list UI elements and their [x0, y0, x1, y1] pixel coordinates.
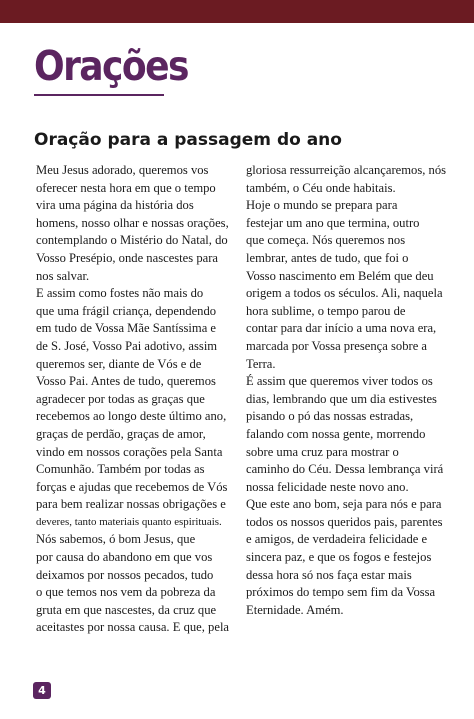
text-line: próximos do tempo sem fim da Vossa — [246, 585, 436, 600]
text-line: sobre uma cruz para mostrar o — [246, 444, 399, 459]
text-line: Eternidade. Amém. — [246, 602, 344, 617]
text-line: sincera paz, e que os fogos e festejos — [246, 550, 432, 565]
text-line: Comunhão. Também por todas as — [36, 462, 205, 477]
text-line: deixamos por nossos pecados, tudo — [36, 567, 214, 582]
text-line: homens, nosso olhar e nossas orações, — [36, 215, 229, 230]
text-line: pisando o pó das nossas estradas, — [246, 409, 414, 424]
text-line: e amigos, de verdadeira felicidade e — [246, 532, 428, 547]
text-line: Nós sabemos, ó bom Jesus, que — [36, 532, 196, 547]
text-line: dias, lembrando que um dia estivestes — [246, 391, 437, 406]
text-line: queremos ser, diante de Vós e de — [36, 356, 202, 371]
text-line: hora sublime, o tempo parou de — [246, 303, 406, 318]
text-line: o que temos nos vem da pobreza da — [36, 585, 216, 600]
text-line: marcada por Vossa presença sobre a — [246, 338, 428, 353]
text-line: E assim como fostes não mais do — [36, 286, 204, 301]
text-line: aceitastes por nossa causa. E que, pela — [36, 620, 230, 635]
page-title: Orações — [34, 42, 188, 90]
text-line: deveres, tanto materiais quanto espirituais. — [36, 515, 222, 528]
text-line: oferecer nesta hora em que o tempo — [36, 180, 216, 195]
text-line: Que este ano bom, seja para nós e para — [246, 497, 442, 512]
right-text-column — [246, 162, 452, 619]
text-line: forças e ajudas que recebemos de Vós — [36, 479, 228, 494]
text-line: gloriosa ressurreição alcançaremos, nós — [246, 163, 447, 177]
text-line: nossa felicidade neste novo ano. — [246, 479, 409, 494]
left-text-column — [36, 162, 236, 637]
title-underline — [34, 94, 164, 96]
text-line: todos os nossos queridos pais, parentes — [246, 514, 443, 529]
text-line: que começa. Nós queremos nos — [246, 233, 406, 248]
text-line: Meu Jesus adorado, queremos vos — [36, 163, 209, 177]
text-line: caminho do Céu. Dessa lembrança virá — [246, 462, 444, 477]
section-title: Oração para a passagem do ano — [34, 130, 342, 150]
text-line: nos salvar. — [36, 268, 90, 283]
text-line: contar para dar início a uma nova era, — [246, 321, 437, 336]
text-line: lembrar, antes de tudo, que foi o — [246, 250, 409, 265]
text-line: que uma frágil criança, dependendo — [36, 303, 217, 318]
text-line: contemplando o Mistério do Natal, do — [36, 233, 228, 248]
text-line: Vosso Presépio, onde nascestes para — [36, 250, 218, 265]
text-line: agradecer por todas as graças que — [36, 391, 205, 406]
text-line: vira uma página da história dos — [36, 198, 194, 213]
text-line: É assim que queremos viver todos os — [246, 374, 433, 389]
text-line: vindo em nossos corações pela Santa — [36, 444, 223, 459]
text-line: gruta em que nascestes, da cruz que — [36, 602, 217, 617]
text-line: de S. José, Vosso Pai adotivo, assim — [36, 338, 218, 353]
text-line: festejar um ano que termina, outro — [246, 215, 420, 230]
text-line: Vosso nascimento em Belém que deu — [246, 268, 434, 283]
text-line: graças de perdão, graças de amor, — [36, 426, 206, 441]
text-line: origem a todos os séculos. Ali, naquela — [246, 286, 443, 301]
text-line: falando com nossa gente, morrendo — [246, 426, 426, 441]
text-line: dessa hora só nos faça estar mais — [246, 567, 412, 582]
text-line: em tudo de Vossa Mãe Santíssima e — [36, 321, 217, 336]
text-line: também, o Céu onde habitais. — [246, 180, 396, 195]
top-color-bar — [0, 0, 474, 23]
text-line: recebemos ao longo deste último ano, — [36, 409, 227, 424]
text-line: Hoje o mundo se prepara para — [246, 198, 398, 213]
text-line: Vosso Pai. Antes de tudo, queremos — [36, 374, 216, 389]
page-number-badge: 4 — [33, 682, 51, 699]
text-line: Terra. — [246, 356, 276, 371]
text-line: por causa do abandono em que vos — [36, 550, 213, 565]
text-line: para bem realizar nossas obrigações e — [36, 497, 226, 512]
